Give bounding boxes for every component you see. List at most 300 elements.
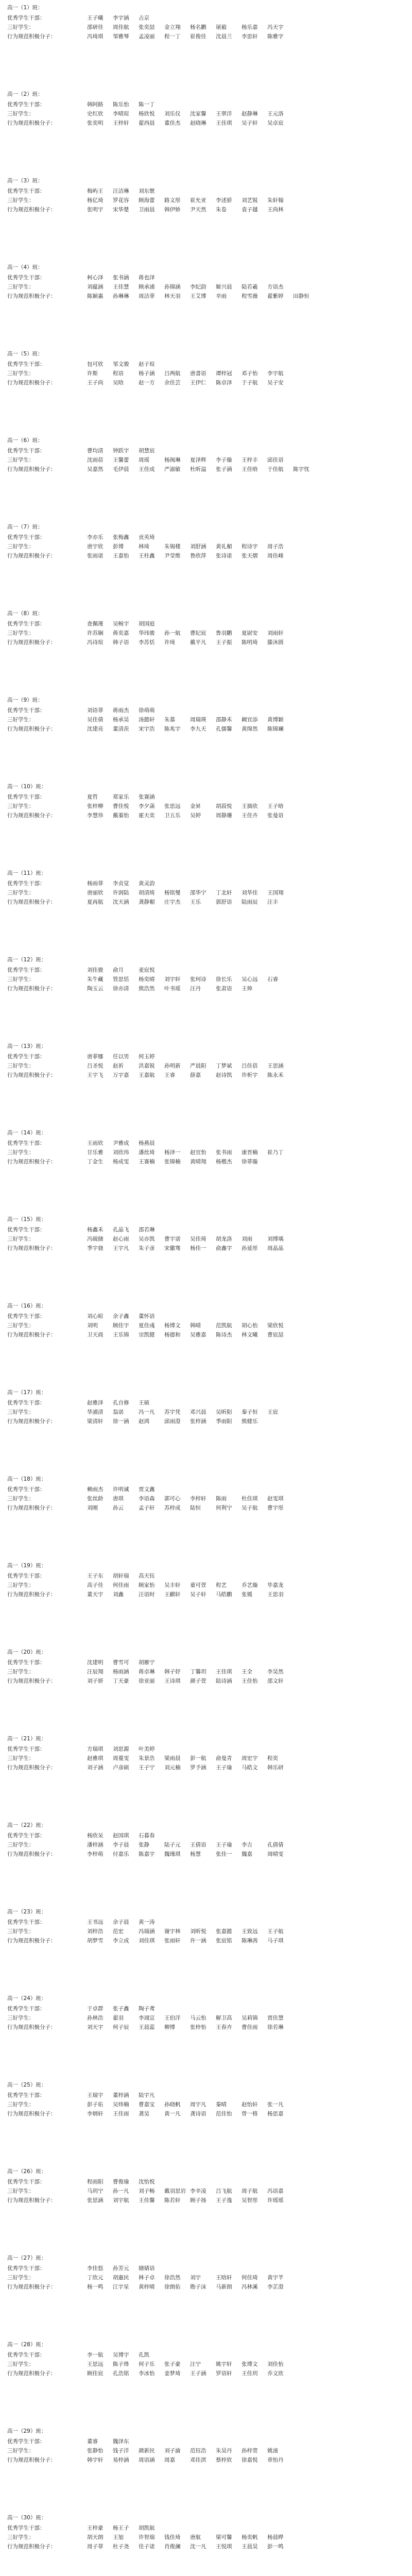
class-title: 高一（6）班： [7,437,43,444]
class-title: 高一（10）班： [7,784,47,790]
student-name: 孙芳元 [113,2265,129,2272]
student-name: 毛伊晨 [113,466,129,472]
student-name: 李慧珍 [87,812,104,819]
scholar-line [5,619,407,629]
student-name: 王致远 [242,1928,258,1935]
activist-line [5,724,407,734]
student-names [87,1139,164,1148]
student-name: 徐菲璇 [242,1159,258,1165]
student-name: 董怀语 [139,1313,155,1319]
student-name: 邵华宁 [190,890,207,896]
student-name: 黄一凡 [164,2111,181,2117]
student-names [87,1936,293,1945]
model-line [5,802,407,811]
category-label: 行为规范积极分子： [7,2457,56,2463]
student-name: 孙云 [113,1505,124,1511]
student-name: 唐菲娜 [87,1054,104,1060]
category-label: 三好学生： [7,1236,35,1242]
student-name: 蒋卓琳 [139,1669,155,1675]
student-name: 翁诺 [113,1409,124,1415]
student-name: 马玥宁 [87,2188,104,2194]
category-label: 优秀学生干部： [7,2265,45,2272]
model-line [5,1927,407,1936]
student-name: 颜新民 [139,2448,155,2454]
student-name: 徐嘉悦 [242,2457,258,2463]
model-line [5,1408,407,1417]
student-name: 张宸铭 [216,1938,232,1944]
class-group [5,2339,407,2426]
student-names [87,1590,293,1599]
class-title: 高一（4）班： [7,264,43,270]
model-line [5,888,407,897]
student-name: 翟紫婷 [267,293,284,299]
student-name: 王思涵 [267,1063,284,1069]
category-label: 行为规范积极分子： [7,380,56,386]
student-names [87,706,164,715]
model-line [5,109,407,118]
scholar-line [5,1398,407,1408]
student-name: 王子东 [87,1573,104,1579]
student-name: 毕嘉龙 [267,1582,284,1588]
student-name: 范宏 [113,1928,124,1935]
scholar-line [5,965,407,975]
student-name: 严淑敏 [164,466,181,472]
student-name: 袁子越 [242,207,258,213]
student-name: 王佳雨 [113,2111,129,2117]
category-label: 行为规范积极分子： [7,293,56,299]
student-name: 马皓文 [242,1765,258,1771]
category-label: 行为规范积极分子： [7,812,56,819]
student-names [87,1485,164,1494]
student-name: 吴嘉然 [87,466,104,472]
student-names [87,638,293,647]
student-name: 邵研佳 [87,24,104,30]
student-name: 杨鑫禾 [87,1227,104,1233]
category-label: 三好学生： [7,1842,35,1848]
category-label: 三好学生： [7,284,35,290]
activist-line [5,811,407,820]
model-line [5,369,407,378]
student-name: 董睿 [87,2438,98,2445]
student-name: 林子卓 [139,2275,155,2281]
student-name: 刘思源 [113,1746,129,1752]
activist-line [5,1590,407,1599]
student-names [87,965,164,975]
student-name: 洪嘉锐 [139,1063,155,1069]
student-name: 罗予涵 [190,1765,207,1771]
student-name: 陈一丁 [139,101,155,108]
activist-line [5,118,407,128]
student-name: 刘宇轩 [164,976,181,982]
student-name: 杨奕晴 [139,976,155,982]
class-title: 高一（20）班： [7,1649,47,1655]
student-name: 石暮春 [139,1833,155,1839]
student-name: 吕圣悦 [87,1063,104,1069]
student-name: 赵鸿 [139,1418,149,1425]
class-group [5,262,407,348]
activist-line [5,1330,407,1340]
student-name: 刘东惬 [139,188,155,194]
student-name: 吴炜楠 [113,2102,129,2108]
student-name: 孙梓萱 [242,2448,258,2454]
student-name: 周洁菲 [139,293,155,299]
student-name: 吴子航 [242,1505,258,1511]
student-name: 刘欣玮 [113,1149,129,1156]
student-names [87,1754,293,1763]
scholar-line [5,879,407,888]
student-name: 刘元楠 [164,1765,181,1771]
student-name: 梁清轩 [87,1418,104,1425]
student-name: 王晨蕊 [139,2024,155,2030]
student-name: 江宇星 [113,2284,129,2290]
student-name: 于子航 [242,380,258,386]
student-name: 顾佳宸 [87,2370,104,2377]
class-title: 高一（3）班： [7,178,43,184]
activist-line [5,2109,407,2119]
scholar-line [5,273,407,282]
student-name: 王睿 [164,1072,175,1078]
student-names [87,369,293,378]
student-name: 宋徽骞 [164,1245,181,1251]
student-names [87,802,293,811]
student-names [87,551,293,561]
student-name: 王硕 [139,1400,149,1406]
student-name: 陆雨辰 [242,899,258,905]
model-line [5,2446,407,2455]
student-name: 刘子畅 [139,2188,155,2194]
class-group [5,2,407,89]
student-name: 王子瑜 [216,1842,232,1848]
student-name: 孙一航 [164,630,181,636]
student-name: 勘子沫 [190,2284,207,2290]
category-label: 三好学生： [7,111,35,117]
category-label: 优秀学生干部： [7,1659,45,1666]
student-name: 韩子语 [113,639,129,646]
student-name: 王佳琪 [216,120,232,126]
student-name: 韩晴 [190,1323,201,1329]
student-name: 包可欣 [87,361,104,367]
scholar-line [5,2177,407,2187]
student-names [87,888,293,897]
student-name: 丁馨玥 [190,1669,207,1675]
student-name: 吴昕阳 [216,1409,232,1415]
student-name: 李冰怡 [139,2370,155,2377]
student-name: 蒋也泽 [139,275,155,281]
student-names [87,1667,293,1676]
student-name: 吴畅宇 [113,621,129,627]
student-name: 吴晗 [113,380,124,386]
student-name: 赵雅琪 [87,1755,104,1761]
student-name: 汪洁琳 [113,188,129,194]
student-name: 董梓涵 [113,2092,129,2098]
student-name: 邱雨澄 [164,1418,181,1425]
student-names [87,23,293,32]
category-label: 行为规范积极分子： [7,726,56,732]
student-name: 刘明 [87,1323,98,1329]
student-name: 冯林溪 [242,2284,258,2290]
student-names [87,1918,164,1927]
student-names [87,2013,293,2023]
student-name: 李梓轩 [190,1496,207,1502]
student-name: 吴丰轩 [164,1582,181,1588]
activist-line [5,1071,407,1080]
student-name: 王佳玥 [242,2370,258,2377]
student-name: 程诗字 [242,544,258,550]
class-title: 高一（14）班： [7,1130,47,1136]
category-label: 优秀学生干部： [7,2438,45,2445]
student-name: 蒋雨杰 [113,707,129,714]
student-name: 路文彤 [164,197,181,204]
student-name: 任以男 [113,1054,129,1060]
student-name: 王旖欣 [242,803,258,809]
student-names [87,2091,164,2100]
class-group [5,1300,407,1387]
student-name: 王子曦 [87,15,104,21]
student-name: 卢彦硕 [113,1765,129,1771]
student-name: 李吉 [242,1842,252,1848]
student-name: 章怡丹 [267,2457,284,2463]
student-name: 梁欣悦 [267,1323,284,1329]
student-names [87,455,293,465]
student-name: 宋宇浩 [139,726,155,732]
student-name: 霍天奕 [139,812,155,819]
student-name: 于卓群 [87,2006,104,2012]
class-group [5,1733,407,1820]
student-name: 黄梓晴 [139,2284,155,2290]
student-name: 刘昕悦 [190,1928,207,1935]
student-name: 吴智彤 [242,2197,258,2204]
student-name: 周佳峰 [267,553,284,559]
activist-line [5,1417,407,1426]
model-line [5,542,407,551]
category-label: 三好学生： [7,2015,35,2021]
student-name: 颜子萱 [190,1678,207,1684]
class-group [5,2079,407,2166]
student-name: 谢宇林 [164,1928,181,1935]
student-name: 林文曦 [242,1332,258,1338]
student-name: 孟凌丽 [139,33,155,40]
student-names [87,1840,293,1850]
student-name: 曹佳雨 [242,2024,258,2030]
student-name: 吴心远 [242,976,258,982]
student-name: 于佳航 [267,466,284,472]
student-name: 王馨蕾 [113,457,129,463]
student-name: 朱子彦 [139,1245,155,1251]
activist-line [5,292,407,301]
student-name: 王倩语 [190,1842,207,1848]
student-name: 陆若羲 [242,284,258,290]
student-name: 张梓涵 [190,1418,207,1425]
model-line [5,1754,407,1763]
student-name: 韩宇轩 [87,2457,104,2463]
category-label: 优秀学生干部： [7,1140,45,1146]
category-label: 三好学生： [7,370,35,377]
student-name: 刘博瑀 [267,1236,284,1242]
student-name: 陆宇凡 [139,2092,155,2098]
student-names [87,109,293,118]
student-name: 吴博宇 [113,2352,129,2358]
student-name: 王嘉航 [139,1072,155,1078]
student-name: 王翠洋 [216,111,232,117]
student-name: 曹宸喆 [267,1332,284,1338]
student-name: 杨欣悦 [139,111,155,117]
student-name: 邱佳语 [267,457,284,463]
student-name: 姜梦琦 [164,2370,181,2377]
student-name: 张博文 [242,2361,258,2367]
student-name: 宋华楚 [113,207,129,213]
student-name: 曾一格 [242,2111,258,2117]
student-name: 王麒轩 [164,1591,181,1598]
student-name: 赵子瑄 [139,361,155,367]
student-name: 董佳杰 [164,120,181,126]
student-name: 张书涵 [113,275,129,281]
student-name: 徐长乐 [216,976,232,982]
category-label: 优秀学生干部： [7,15,45,21]
student-name: 田静恒 [293,293,310,299]
class-group [5,868,407,954]
student-name: 张梅鑫 [113,534,129,540]
student-name: 张奕明 [87,120,104,126]
student-name: 胡轩瑞 [113,1573,129,1579]
student-names [87,2273,293,2282]
student-name: 李佳悠 [87,2265,104,2272]
student-names [87,1330,293,1340]
category-label: 优秀学生干部： [7,1746,45,1752]
class-group [5,1820,407,1906]
student-name: 张静 [139,1842,149,1848]
activist-line [5,1763,407,1772]
student-name: 易梓涵 [113,2457,129,2463]
student-name: 童可萱 [190,1582,207,1588]
class-group [5,1993,407,2079]
student-name: 姚潼 [267,2448,278,2454]
student-name: 梅屿王 [87,188,104,194]
scholar-line [5,706,407,715]
student-name: 薛嘉 [190,1072,201,1078]
student-name: 刘蕴涵 [87,284,104,290]
student-name: 潘丝琦 [139,1149,155,1156]
student-name: 张天熠 [242,553,258,559]
student-name: 曹佳悦 [113,803,129,809]
student-name: 陈乐怡 [113,101,129,108]
student-name: 王雨欣 [87,1140,104,1146]
student-name: 俞鑫宇 [216,1245,232,1251]
student-name: 康晋楠 [242,1149,258,1156]
student-name: 王瑞宇 [87,2092,104,2098]
student-name: 滕沐圆 [267,639,284,646]
student-name: 梁雨晨 [164,1755,181,1761]
student-name: 黄灵韵 [139,880,155,887]
student-name: 朱景浩 [139,1755,155,1761]
student-name: 李纪韵 [190,284,207,290]
student-name: 李亦乐 [87,534,104,540]
student-name: 胡天朗 [87,2534,104,2540]
student-name: 王嘉怡 [113,553,129,559]
student-name: 何利宁 [216,1505,232,1511]
model-line [5,282,407,292]
category-label: 优秀学生干部： [7,621,45,627]
category-label: 行为规范积极分子： [7,1159,56,1165]
student-name: 孔倩倩 [267,1842,284,1848]
student-name: 梁可馨 [216,2534,232,2540]
student-name: 杨雨菲 [87,880,104,887]
activist-line [5,551,407,561]
category-label: 优秀学生干部： [7,1400,45,1406]
student-name: 韩阿路 [87,101,104,108]
student-name: 杨承昊 [113,717,129,723]
student-name: 刘雨轩 [267,630,284,636]
student-name: 陈子烽 [113,2361,129,2367]
scholar-line [5,1831,407,1840]
category-label: 行为规范积极分子： [7,1072,56,1078]
student-name: 程语 [113,370,124,377]
category-label: 行为规范积极分子： [7,1418,56,1425]
student-name: 王子瑜 [216,1765,232,1771]
student-names [87,2187,293,2196]
student-name: 鲁羽鹏 [216,630,232,636]
class-group [5,1127,407,1214]
student-name: 辛雨 [216,293,227,299]
category-label: 行为规范积极分子： [7,1678,56,1684]
student-name: 沈建亮 [87,726,104,732]
student-name: 方语杰 [267,284,284,290]
class-group [5,348,407,435]
student-name: 乔文欣 [267,2370,284,2377]
class-title: 高一（30）班： [7,2515,47,2521]
student-name: 许瑶瑶 [267,2197,284,2204]
student-name: 冯瑞涵 [139,1928,155,1935]
student-name: 尹天然 [190,207,207,213]
student-name: 汪辰翔 [87,1669,104,1675]
student-name: 顾家怡 [139,1582,155,1588]
class-title: 高一（28）班： [7,2342,47,2348]
student-name: 卫天商 [87,1332,104,1338]
student-names [87,292,319,301]
category-label: 行为规范积极分子： [7,1505,56,1511]
student-name: 蔡梓欣 [216,2457,232,2463]
student-name: 冯砚储 [87,1236,104,1242]
student-name: 王赛楠 [139,1159,155,1165]
category-label: 行为规范积极分子： [7,1245,56,1251]
student-name: 李语森 [139,1496,155,1502]
class-group [5,1214,407,1300]
scholar-line [5,187,407,196]
category-label: 行为规范积极分子： [7,986,56,992]
category-label: 行为规范积极分子： [7,899,56,905]
student-name: 杨楷杰 [216,1159,232,1165]
student-name: 彭博 [113,544,124,550]
class-title: 高一（24）班： [7,1995,47,2002]
student-name: 黄绵然 [242,726,258,732]
student-name: 王子宁 [139,1765,155,1771]
student-name: 阚宜添 [242,717,258,723]
class-title: 高一（21）班： [7,1736,47,1742]
student-name: 孔凯 [139,2352,149,2358]
student-name: 夏尉安 [242,630,258,636]
student-name: 邵文轩 [267,1678,284,1684]
class-title: 高一（18）班： [7,1476,47,1482]
student-name: 王悦琪 [216,2544,232,2550]
student-name: 李宇涵 [113,15,129,21]
student-name: 王子尚 [87,380,104,386]
student-names [87,13,164,23]
class-title: 高一（11）班： [7,870,47,876]
student-name: 郑家乐 [113,794,129,800]
student-name: 郭舒语 [216,899,232,905]
student-name: 陶玉云 [87,986,104,992]
student-name: 魏泽东 [113,2438,129,2445]
student-name: 程雨阳 [87,2179,104,2185]
